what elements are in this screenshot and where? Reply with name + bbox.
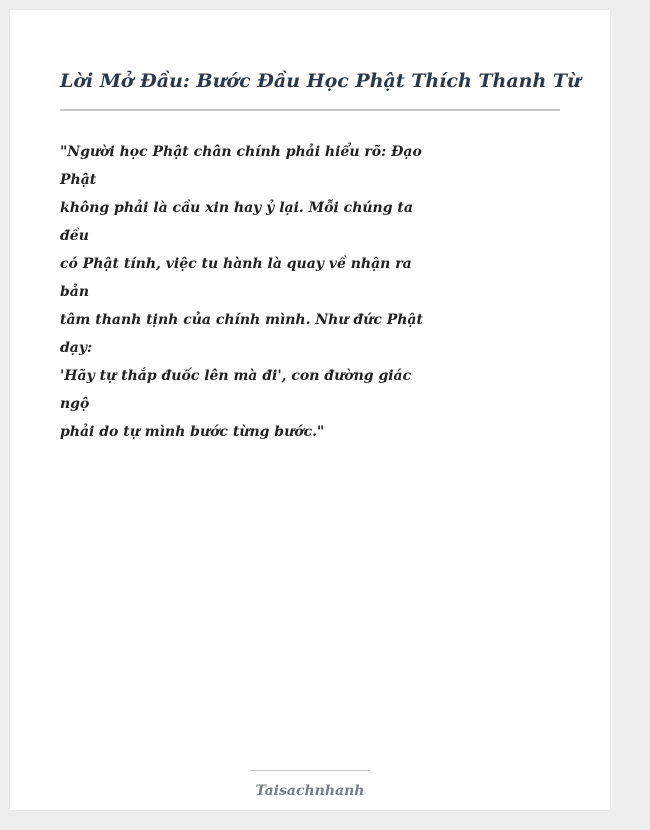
quote-line: dạy:	[60, 340, 93, 356]
quote-line: phải do tự mình bước từng bước."	[60, 424, 325, 440]
quote-line: có Phật tính, việc tu hành là quay về nhận ra	[60, 256, 412, 272]
quote-line: "Người học Phật chân chính phải hiểu rõ: Đạo	[60, 144, 422, 160]
quote-line: bản	[60, 284, 90, 300]
quote-line: đều	[60, 228, 89, 244]
footer-brand: Taisachnhanh	[255, 783, 365, 799]
quote-paragraph	[60, 138, 423, 446]
quote-line: không phải là cầu xin hay ỷ lại. Mỗi chúng ta	[60, 200, 413, 216]
page-title: Lời Mở Đầu: Bước Đầu Học Phật Thích Thanh Từ	[60, 70, 581, 92]
title-divider	[60, 109, 560, 111]
quote-line: Phật	[60, 172, 97, 188]
quote-line: tâm thanh tịnh của chính mình. Như đức Phật	[60, 312, 423, 328]
quote-line: 'Hãy tự thắp đuốc lên mà đi', con đường giác	[60, 368, 412, 384]
quote-line: ngộ	[60, 396, 90, 412]
footer-divider	[250, 770, 370, 771]
document-page	[10, 10, 610, 810]
